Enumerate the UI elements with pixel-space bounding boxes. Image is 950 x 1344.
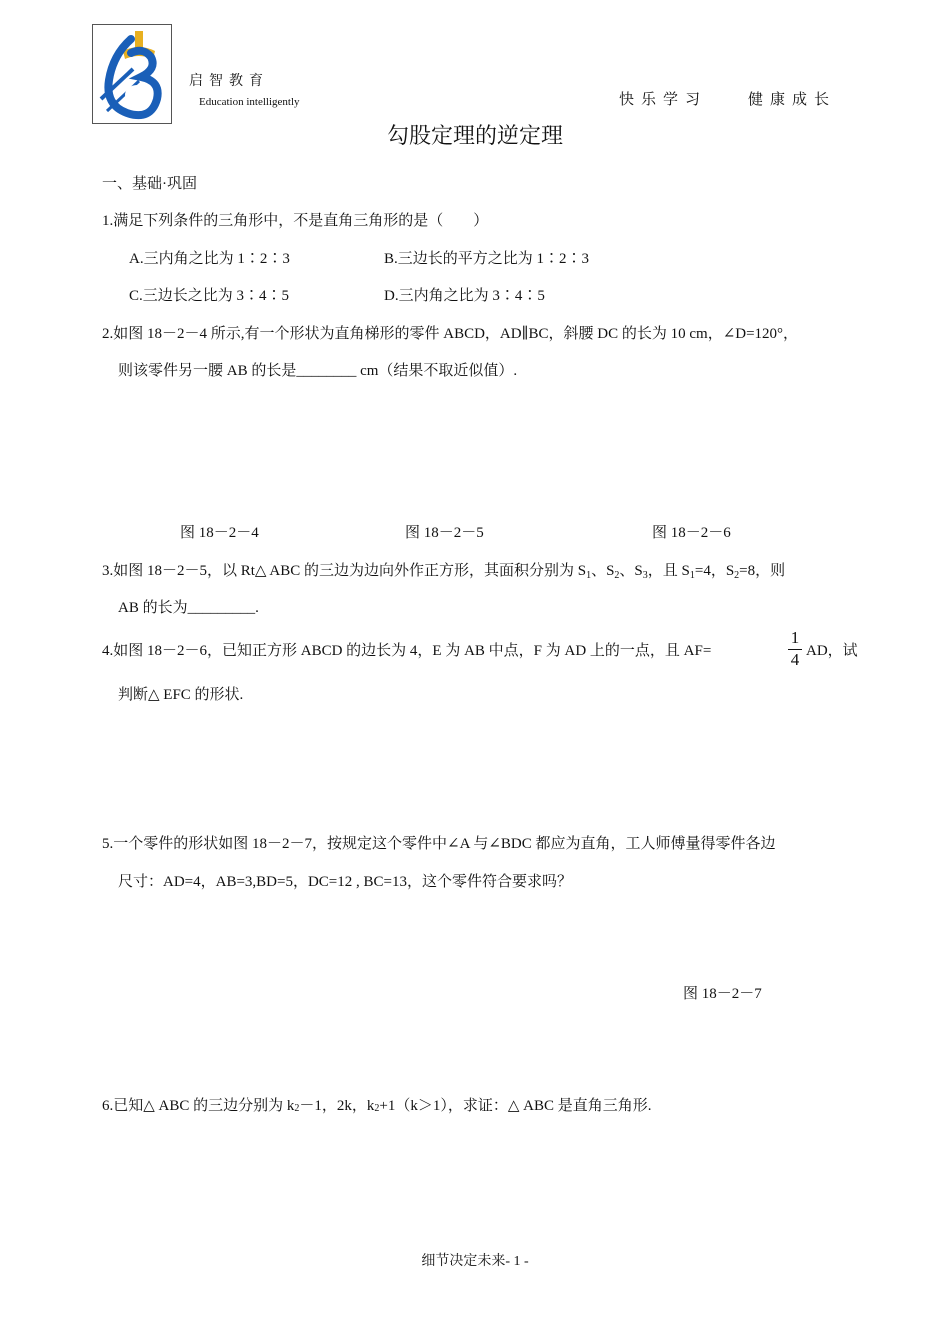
exponent: 2 xyxy=(374,1103,380,1114)
subscript: 3 xyxy=(642,570,648,581)
exponent: 2 xyxy=(294,1103,300,1114)
question-3-text: ，且 S xyxy=(647,563,690,579)
question-3-text: 、S xyxy=(619,563,643,579)
question-3-text: 、S xyxy=(591,563,615,579)
question-3-text: =8，则 xyxy=(739,563,786,579)
subscript: 2 xyxy=(614,570,620,581)
question-6-text: －1，2k，k xyxy=(299,1098,375,1114)
question-3-text: 3.如图 18－2－5，以 Rt△ ABC 的三边为边向外作正方形，其面积分别为 S xyxy=(102,563,587,579)
question-1-option-b: B.三边长的平方之比为 1∶2∶3 xyxy=(384,251,590,267)
question-1-stem: 1.满足下列条件的三角形中，不是直角三角形的是（ ） xyxy=(102,213,489,229)
question-4-line-1-part-1: 4.如图 18－2－6，已知正方形 ABCD 的边长为 4，E 为 AB 中点，F 为 AD 上的一点，且 AF= xyxy=(102,643,712,659)
question-4-line-2: 判断△ EFC 的形状. xyxy=(118,687,244,703)
question-6-text: 6.已知△ ABC 的三边分别为 k xyxy=(102,1098,295,1114)
question-4-line-1-part-2: AD，试 xyxy=(806,643,858,659)
question-6-text: +1（k＞1），求证：△ ABC 是直角三角形. xyxy=(379,1098,652,1114)
fraction-numerator: 1 xyxy=(790,628,800,647)
section-heading: 一、基础·巩固 xyxy=(102,176,197,192)
question-5-line-1: 5.一个零件的形状如图 18－2－7，按规定这个零件中∠A 与∠BDC 都应为直角，工人师傅量得零件各边 xyxy=(102,836,776,852)
question-3-text: =4，S xyxy=(694,563,735,579)
subscript: 1 xyxy=(689,570,695,581)
page-title: 勾股定理的逆定理 xyxy=(386,123,563,148)
figure-caption-18-2-4: 图 18－2－4 xyxy=(180,525,259,541)
fraction-one-quarter xyxy=(785,628,805,670)
question-1-option-c: C.三边长之比为 3∶4∶5 xyxy=(129,288,290,304)
question-5-line-2: 尺寸：AD=4，AB=3,BD=5，DC=12 , BC=13，这个零件符合要求吗？ xyxy=(118,874,572,890)
page-footer: 细节决定未来- 1 - xyxy=(421,1254,529,1269)
slogan-left: 快乐学习 xyxy=(619,91,708,108)
slogan-right: 健康成长 xyxy=(748,91,837,108)
question-3-line-2: AB 的长为_________. xyxy=(118,600,259,616)
question-6 xyxy=(102,1096,652,1119)
fraction-denominator: 4 xyxy=(790,650,800,669)
brand-logo xyxy=(92,24,172,124)
question-1-option-a: A.三内角之比为 1∶2∶3 xyxy=(129,251,290,267)
figure-caption-18-2-6: 图 18－2－6 xyxy=(652,525,731,541)
figure-caption-18-2-7: 图 18－2－7 xyxy=(683,986,762,1002)
question-2-line-1: 2.如图 18－2－4 所示,有一个形状为直角梯形的零件 ABCD，AD∥BC，斜腰 DC 的长为 10 cm，∠D=120°， xyxy=(102,326,799,342)
brand-name-en: Education intelligently xyxy=(199,96,300,108)
subscript: 1 xyxy=(586,570,592,581)
figure-caption-18-2-5: 图 18－2－5 xyxy=(405,525,484,541)
question-2-line-2: 则该零件另一腰 AB 的长是________ cm（结果不取近似值）. xyxy=(118,363,518,379)
question-3-line-1 xyxy=(102,561,785,586)
question-1-option-d: D.三内角之比为 3∶4∶5 xyxy=(384,288,545,304)
brand-name-cn: 启智教育 xyxy=(189,72,269,88)
logo-emblem-icon xyxy=(93,25,171,123)
subscript: 2 xyxy=(734,570,740,581)
